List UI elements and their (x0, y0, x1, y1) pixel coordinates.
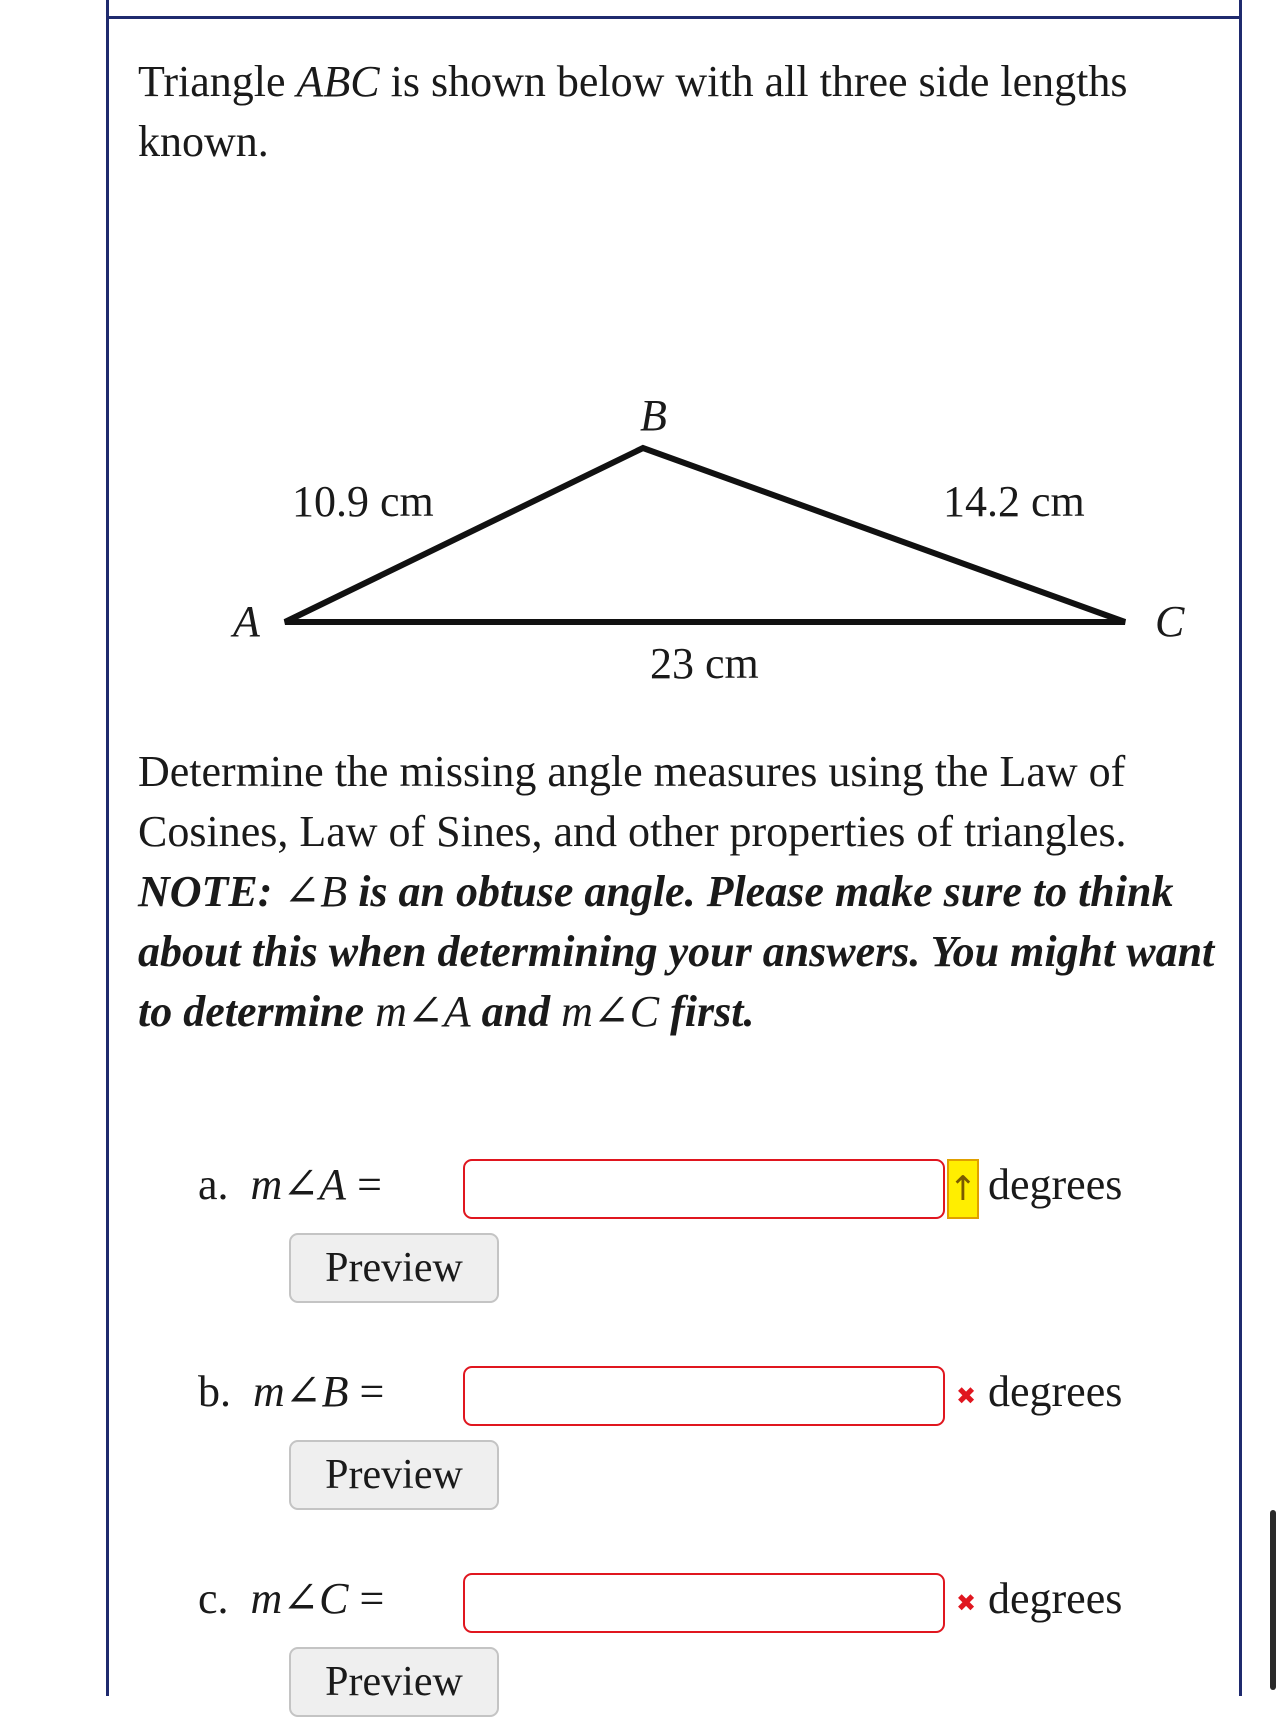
triangle-name: ABC (296, 57, 380, 106)
question-b-label: b. m∠B = (198, 1367, 385, 1416)
intro-text-rest: is shown below with all three side lengths known. (138, 57, 1128, 166)
angle-b-input[interactable] (463, 1366, 945, 1426)
angle-a-input[interactable] (463, 1159, 945, 1219)
side-label-bc: 14.2 cm (943, 477, 1085, 526)
note-label: NOTE: (138, 867, 284, 916)
angle-a-notation: m∠A (375, 987, 471, 1036)
vertex-label-c: C (1155, 597, 1185, 646)
angle-c-unit: degrees (988, 1574, 1123, 1623)
arrow-up-icon: ↑ (947, 1159, 979, 1219)
note-first: first. (659, 987, 755, 1036)
note-and: and (470, 987, 562, 1036)
preview-a-button[interactable]: Preview (289, 1233, 499, 1303)
angle-a-unit: degrees (988, 1160, 1123, 1209)
question-a-label: a. m∠A = (198, 1160, 382, 1209)
preview-c-button[interactable]: Preview (289, 1647, 499, 1717)
angle-b-notation: ∠B (283, 867, 348, 916)
note-text: is an obtuse angle. Please make sure to think about this when determining your answers. You might want to determine (138, 867, 1215, 1036)
error-x-icon: ✖ (955, 1589, 977, 1617)
intro-text: Triangle (138, 57, 297, 106)
question-c-label: c. m∠C = (198, 1574, 385, 1623)
angle-c-input[interactable] (463, 1573, 945, 1633)
side-label-ab: 10.9 cm (292, 477, 434, 526)
error-x-icon: ✖ (955, 1382, 977, 1410)
instructions-text: Determine the missing angle measures using the Law of Cosines, Law of Sines, and other properties of triangles. (138, 747, 1127, 856)
angle-b-unit: degrees (988, 1367, 1123, 1416)
side-label-ac: 23 cm (650, 639, 759, 688)
vertex-label-b: B (640, 391, 667, 440)
angle-c-notation: m∠C (561, 987, 660, 1036)
triangle-figure (0, 0, 1284, 720)
page-scrollbar[interactable] (1270, 1510, 1276, 1690)
triangle-abc (285, 448, 1125, 622)
problem-instructions (138, 742, 1228, 1042)
vertex-label-a: A (233, 597, 260, 646)
preview-b-button[interactable]: Preview (289, 1440, 499, 1510)
